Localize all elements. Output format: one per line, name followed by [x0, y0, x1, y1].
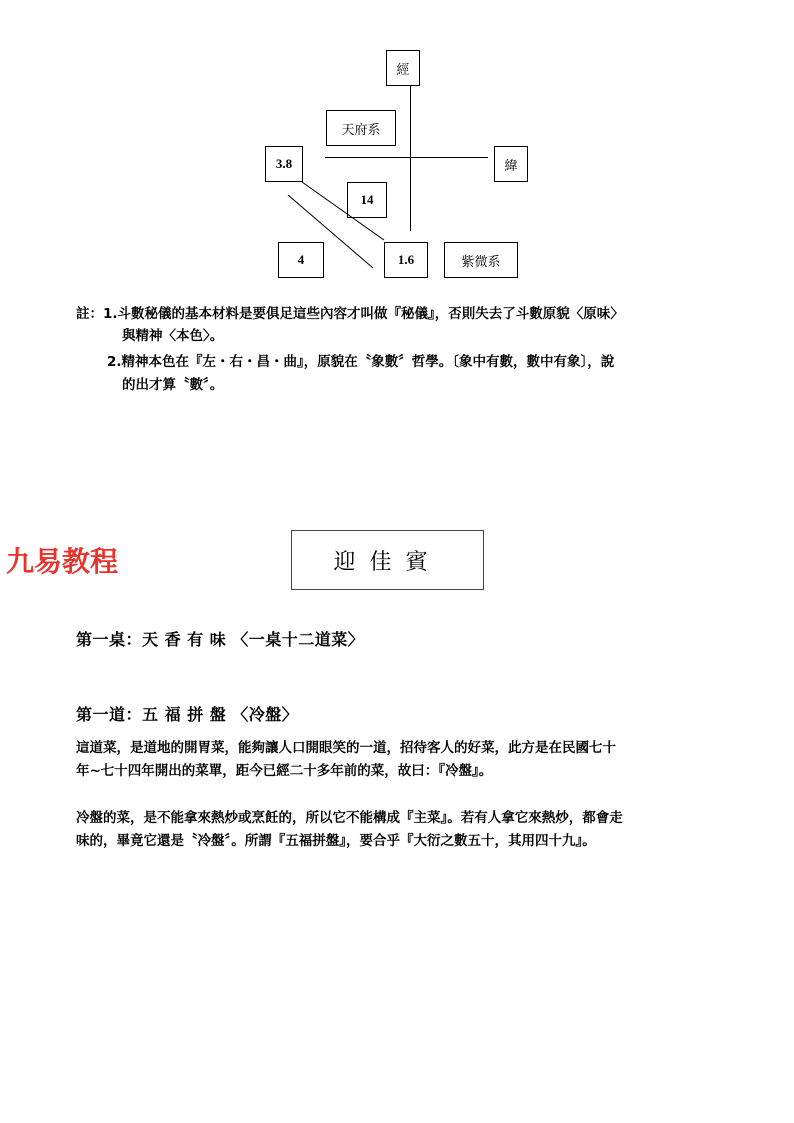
paragraph-2-line-2: 味的，畢竟它還是〝冷盤〞。所謂『五福拼盤』，要合乎『大衍之數五十，其用四十九』。 [76, 833, 596, 849]
wei-box [494, 146, 528, 182]
paragraph-1-line-1: 這道菜，是道地的開胃菜，能夠讓人口開眼笑的一道，招待客人的好菜，此方是在民國七十 [76, 740, 616, 756]
note-2: 2.精神本色在『左・右・昌・曲』，原貌在〝象數〞哲學。〔象中有數，數中有象〕，說 [107, 354, 615, 370]
watermark: 九易教程 [6, 545, 119, 578]
tianfu-box [326, 110, 396, 146]
note-2-cont: 的出才算〝數〞。 [122, 377, 224, 393]
paragraph-1-line-2: 年~七十四年開出的菜單，距今已經二十多年前的菜，故曰：『冷盤』。 [76, 763, 493, 779]
title-box [291, 530, 484, 590]
tianfu-label: 天府系 [341, 122, 381, 138]
ziwei-label: 紫微系 [461, 254, 501, 270]
wei-label: 緯 [504, 158, 518, 174]
jing-label: 經 [396, 62, 410, 78]
box-14-label: 14 [360, 192, 374, 207]
course-heading: 第一道：五 福 拼 盤 〈冷盤〉 [76, 705, 299, 724]
vertical-axis-line [410, 86, 411, 231]
table-heading: 第一桌：天 香 有 味 〈一桌十二道菜〉 [76, 630, 365, 649]
paragraph-1 [76, 737, 726, 783]
paragraph-2-line-1: 冷盤的菜，是不能拿來熱炒或烹飪的，所以它不能構成『主菜』。若有人拿它來熱炒，都會走 [76, 810, 623, 826]
note-1-cont: 與精神〈本色〉。 [122, 328, 224, 344]
box-4-label: 4 [297, 252, 305, 267]
page-title: 迎佳賓 [333, 549, 442, 575]
box-3-8-label: 3.8 [275, 156, 293, 171]
horizontal-axis-line [325, 157, 488, 158]
box-1-6-label: 1.6 [397, 252, 415, 267]
paragraph-2 [76, 807, 726, 853]
box-1-6 [384, 242, 428, 278]
ziwei-box [444, 242, 518, 278]
jing-box [386, 50, 420, 86]
note-1: 註：1.斗數秘儀的基本材料是要俱足這些內容才叫做『秘儀』，否則失去了斗數原貌〈原味〉 [76, 306, 624, 322]
box-4 [278, 242, 324, 278]
